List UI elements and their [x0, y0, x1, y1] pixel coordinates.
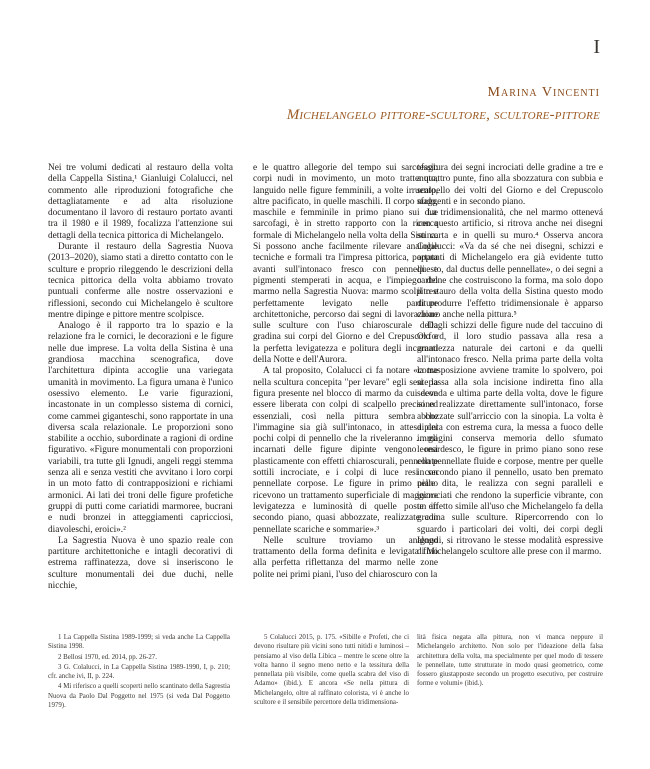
body-column-3 [417, 163, 603, 558]
paragraph: Nelle sculture troviamo un analogo trattamento della forma definita e levigata fino alla perfetta riflettanza del marmo nelle zone polite nei primi piani, l'uso del chiaroscuro con la [253, 535, 438, 580]
footnotes-column-2 [254, 633, 409, 708]
paragraph: e le quattro allegorie del tempo sui sarcofagi: corpi nudi in movimento, un moto trattenuto, languido nelle figure femminili, a volte irruento, altre pacificato, in quelle maschili. Il corpo nudo, maschile e femminile in primo piano sui due sarcofagi, è in stretto rapporto con la ricerca formale di Michelangelo nella volta della Sistina. Si possono anche facilmente rilevare analogie tecniche e formali tra l'impresa pittorica, portata avanti sull'intonaco fresco con pennelli e pigmenti stemperati in acqua, e l'impiego del marmo nella Sagrestia Nuova: marmo scolpito e perfettamente levigato nelle partiture architettoniche, percorso dai segni di lavorazione sulle sculture con l'uso chiaroscurale della gradina sui corpi del Giorno e del Crepuscolo e la perfetta levigatezza e politura degli incarnati della Notte e dell'Aurora. [253, 163, 438, 366]
article-title: Michelangelo pittore-scultore, scultore-pittore [286, 107, 600, 123]
footnote: 3 G. Colalucci, in La Cappella Sistina 1989-1990, I, p. 210; cfr. anche ivi, II, p. 224. [48, 663, 230, 681]
footnote: 5 Colalucci 2015, p. 175. «Sibille e Profeti, che ci devono risultare più vicini sono tutti nitidi e luminosi – pensiamo al viso della Libica – mentre le scene oltre la volta hanno il segno meno netto e la tessitura della pennellata più visibile, come quella scabra del viso di Adamo» (ibid.). E ancora «Se nella pittura di Michelangelo, oltre al raffinato colorista, vi è anche lo scultore e il sensibile percettore della tridimensiona- [254, 634, 409, 707]
body-column-2 [253, 163, 438, 581]
paragraph: A tal proposito, Colalucci ci fa notare «come nella scultura concepita "per levare" egli sente la figura presente nel blocco di marmo da cui deve essere liberata con colpi di scalpello precisi ed essenziali, così nella pittura sembra che l'immagine sia già sull'intonaco, in attesa dei pochi colpi di pennello che la riveleranno … gli incarnati delle figure dipinte vengono resi plasticamente con effetti chiaroscurali, pennellate sottili incrociate, e i colpi di luce resi con pennellate corpose. Le figure in primo piano ricevono un trattamento superficiale di maggiore levigatezza e luminosità di quelle poste in secondo piano, quasi abbozzate, realizzate con pennellate scariche e sommarie».³ [253, 366, 438, 535]
footnote: 1 La Cappella Sistina 1989-1999; si veda anche La Cappella Sistina 1998. [48, 634, 230, 651]
author-name: Marina Vincenti [487, 85, 600, 100]
paragraph: Dagli schizzi delle figure nude del taccuino di Oxford, il loro studio passava alla resa a grandezza naturale dei cartoni e da quelli all'intonaco fresco. Nella prima parte della volta la trasposizione avviene tramite lo spolvero, poi si passa alla sola incisione indiretta fino alla seconda e ultima parte della volta, dove le figure sono realizzate direttamente sull'intonaco, forse abbozzate sull'arriccio con la sinopia. La volta è dipinta con estrema cura, la messa a fuoco delle immagini conserva memoria dello sfumato leonardesco, le figure in primo piano sono rese con pennellate fluide e corpose, mentre per quelle in secondo piano il pennello, usato ben premato nelle dita, le realizza con segni paralleli e incrociati che rendono la superficie vibrante, con un effetto simile all'uso che Michelangelo fa della gradina sulle sculture. Ripercorrendo con lo sguardo i particolari dei volti, dei corpi degli Ignudi, si ritrovano le stesse modalità espressive di Michelangelo scultore alle prese con il marmo. [417, 321, 603, 558]
footnote: 2 Bellosi 1970, ed. 2014, pp. 26-27. [58, 653, 157, 661]
paragraph: tessitura dei segni incrociati delle gradine a tre e a quattro punte, fino alla sbozzatura con subbia e scalpello dei volti del Giorno e del Crepuscolo sfaggenti e in secondo piano. [417, 163, 603, 207]
footnotes-column-1 [48, 633, 230, 711]
paragraph: Analogo è il rapporto tra lo spazio e la relazione fra le cornici, le decorazioni e le figure nelle due imprese. La volta della Sistina è una grandiosa macchina scenografica, dove l'architettura dipinta accoglie una variegata umanità in movimento. La figura umana è l'unico osessivo elemento. Le varie figurazioni, incastonate in un complesso sistema di cornici, come cammei giganteschi, sono rapportate in una diversa scala relazionale. Le proporzioni sono stabilite a occhio, subordinate a ragioni di ordine figurativo. «Figure monumentali con proporzioni variabili, tra tutte gli Ignudi, angeli reggi stemma senza ali e senza vestiti che avvitano i loro corpi in un moto fatto di contrapposizioni e richiami armonici. Ai lati dei troni delle figure profetiche gruppi di putti come cariatidi marmoree, bucrani e nudi bronzei in atteggiamenti capricciosi, diavoleschi, eroici».² [48, 321, 233, 535]
page-number: I [593, 36, 600, 58]
paragraph: La Sagrestia Nuova è uno spazio reale con partiture architettoniche e intagli decorativi di estrema raffinatezza, dove si inseriscono le sculture monumentali dei due duchi, nelle nicchie, [48, 535, 233, 591]
paragraph: Durante il restauro della Sagrestia Nuova (2013–2020), siamo stati a diretto contatto con le sculture e proprio rileggendo le descrizioni della tecnica pittorica della volta abbiamo trovato puntuali conferme alle nostre osservazioni e riflessioni, secondo cui Michelangelo è scultore mentre dipinge e pittore mentre scolpisce. [48, 242, 233, 320]
paragraph: La tridimensionalità, che nel marmo ottenevá con questo artificio, si ritrova anche nei disegni su carta e in quelli su muro.⁴ Osserva ancora Colalucci: «Va da sé che nei disegni, schizzi e appunti di Michelangelo era già evidente tutto questo, dal ductus delle pennellate», o dei segni a carbone che costruiscono la forma, ma solo dopo il restauro della volta della Sistina questo modo di produrre l'effetto tridimensionale è apparso chiaro anche nella pittura.⁵ [417, 208, 603, 320]
body-column-1 [48, 163, 233, 592]
footnote: 4 Mi riferisco a quelli scoperti nello scantinato della Sagrestia Nuova da Paolo Dal Poggetto nel 1975 (si veda Dal Poggetto 1979). [48, 683, 230, 710]
footnote-continuation: lità fisica negata alla pittura, non vi manca neppure il Michelangelo architetto. Non solo per l'ideazione della falsa architettura della volta, ma specialmente per quel modo di tessere le pennellate, tutte strutturate in modo quasi geometrico, come fossero giustapposte secondo un progetto esecutivo, per costruire forme e volumi» (ibid.). [417, 634, 603, 688]
paragraph: Nei tre volumi dedicati al restauro della volta della Cappella Sistina,¹ Gianluigi Colalucci, nel commento alle riproduzioni fotografiche che dettagliatamente e ad alta risoluzione documentano il lavoro di restauro portato avanti tra il 1980 e il 1989, focalizza l'attenzione sui dettagli della tecnica pittorica di Michelangelo. [48, 163, 233, 241]
footnotes-column-3 [417, 633, 603, 690]
